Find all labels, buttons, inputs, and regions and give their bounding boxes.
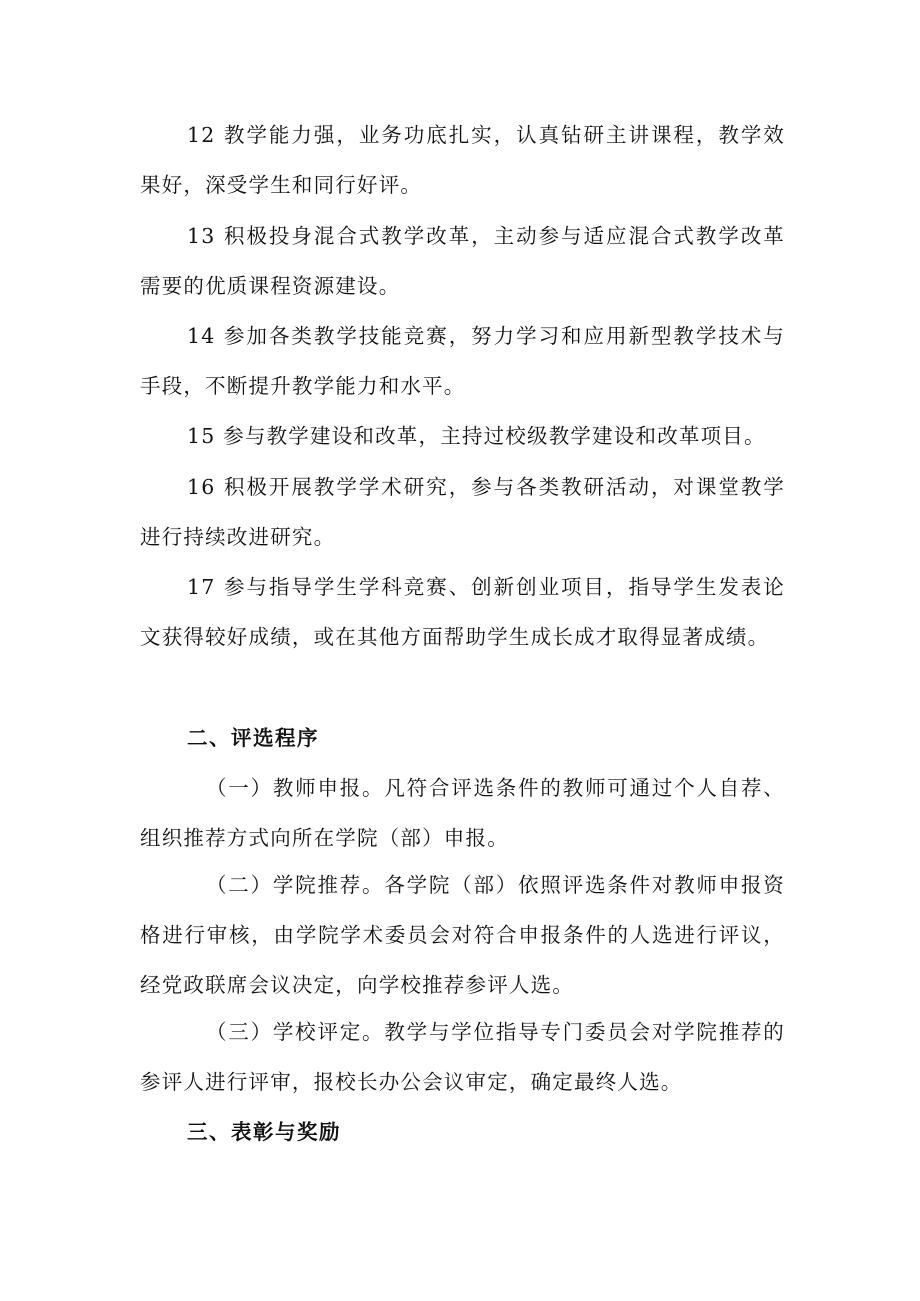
section-heading-awards: 三、表彰与奖励 [187, 1120, 341, 1144]
criterion-14: 14 参加各类教学技能竞赛，努力学习和应用新型教学技术与手段，不断提升教学能力和水平。 [140, 324, 785, 398]
criterion-17: 17 参与指导学生学科竞赛、创新创业项目，指导学生发表论文获得较好成绩，或在其他方面帮助学生成长成才取得显著成绩。 [140, 575, 785, 649]
criterion-13: 13 积极投身混合式教学改革，主动参与适应混合式教学改革需要的优质课程资源建设。 [140, 224, 785, 298]
criterion-16: 16 积极开展教学学术研究，参与各类教研活动，对课堂教学进行持续改进研究。 [140, 475, 785, 549]
procedure-step-1: （一）教师申报。凡符合评选条件的教师可通过个人自荐、组织推荐方式向所在学院（部）申报。 [140, 776, 785, 850]
procedure-step-3: （三）学校评定。教学与学位指导专门委员会对学院推荐的参评人进行评审，报校长办公会议审定，确定最终人选。 [140, 1020, 785, 1094]
procedure-step-2: （二）学院推荐。各学院（部）依照评选条件对教师申报资格进行审核，由学院学术委员会对符合申报条件的人选进行评议，经党政联席会议决定，向学校推荐参评人选。 [140, 873, 785, 997]
criterion-12: 12 教学能力强，业务功底扎实，认真钻研主讲课程，教学效果好，深受学生和同行好评。 [140, 123, 785, 197]
criterion-15: 15 参与教学建设和改革，主持过校级教学建设和改革项目。 [187, 424, 766, 448]
section-heading-selection-procedure: 二、评选程序 [187, 726, 319, 750]
